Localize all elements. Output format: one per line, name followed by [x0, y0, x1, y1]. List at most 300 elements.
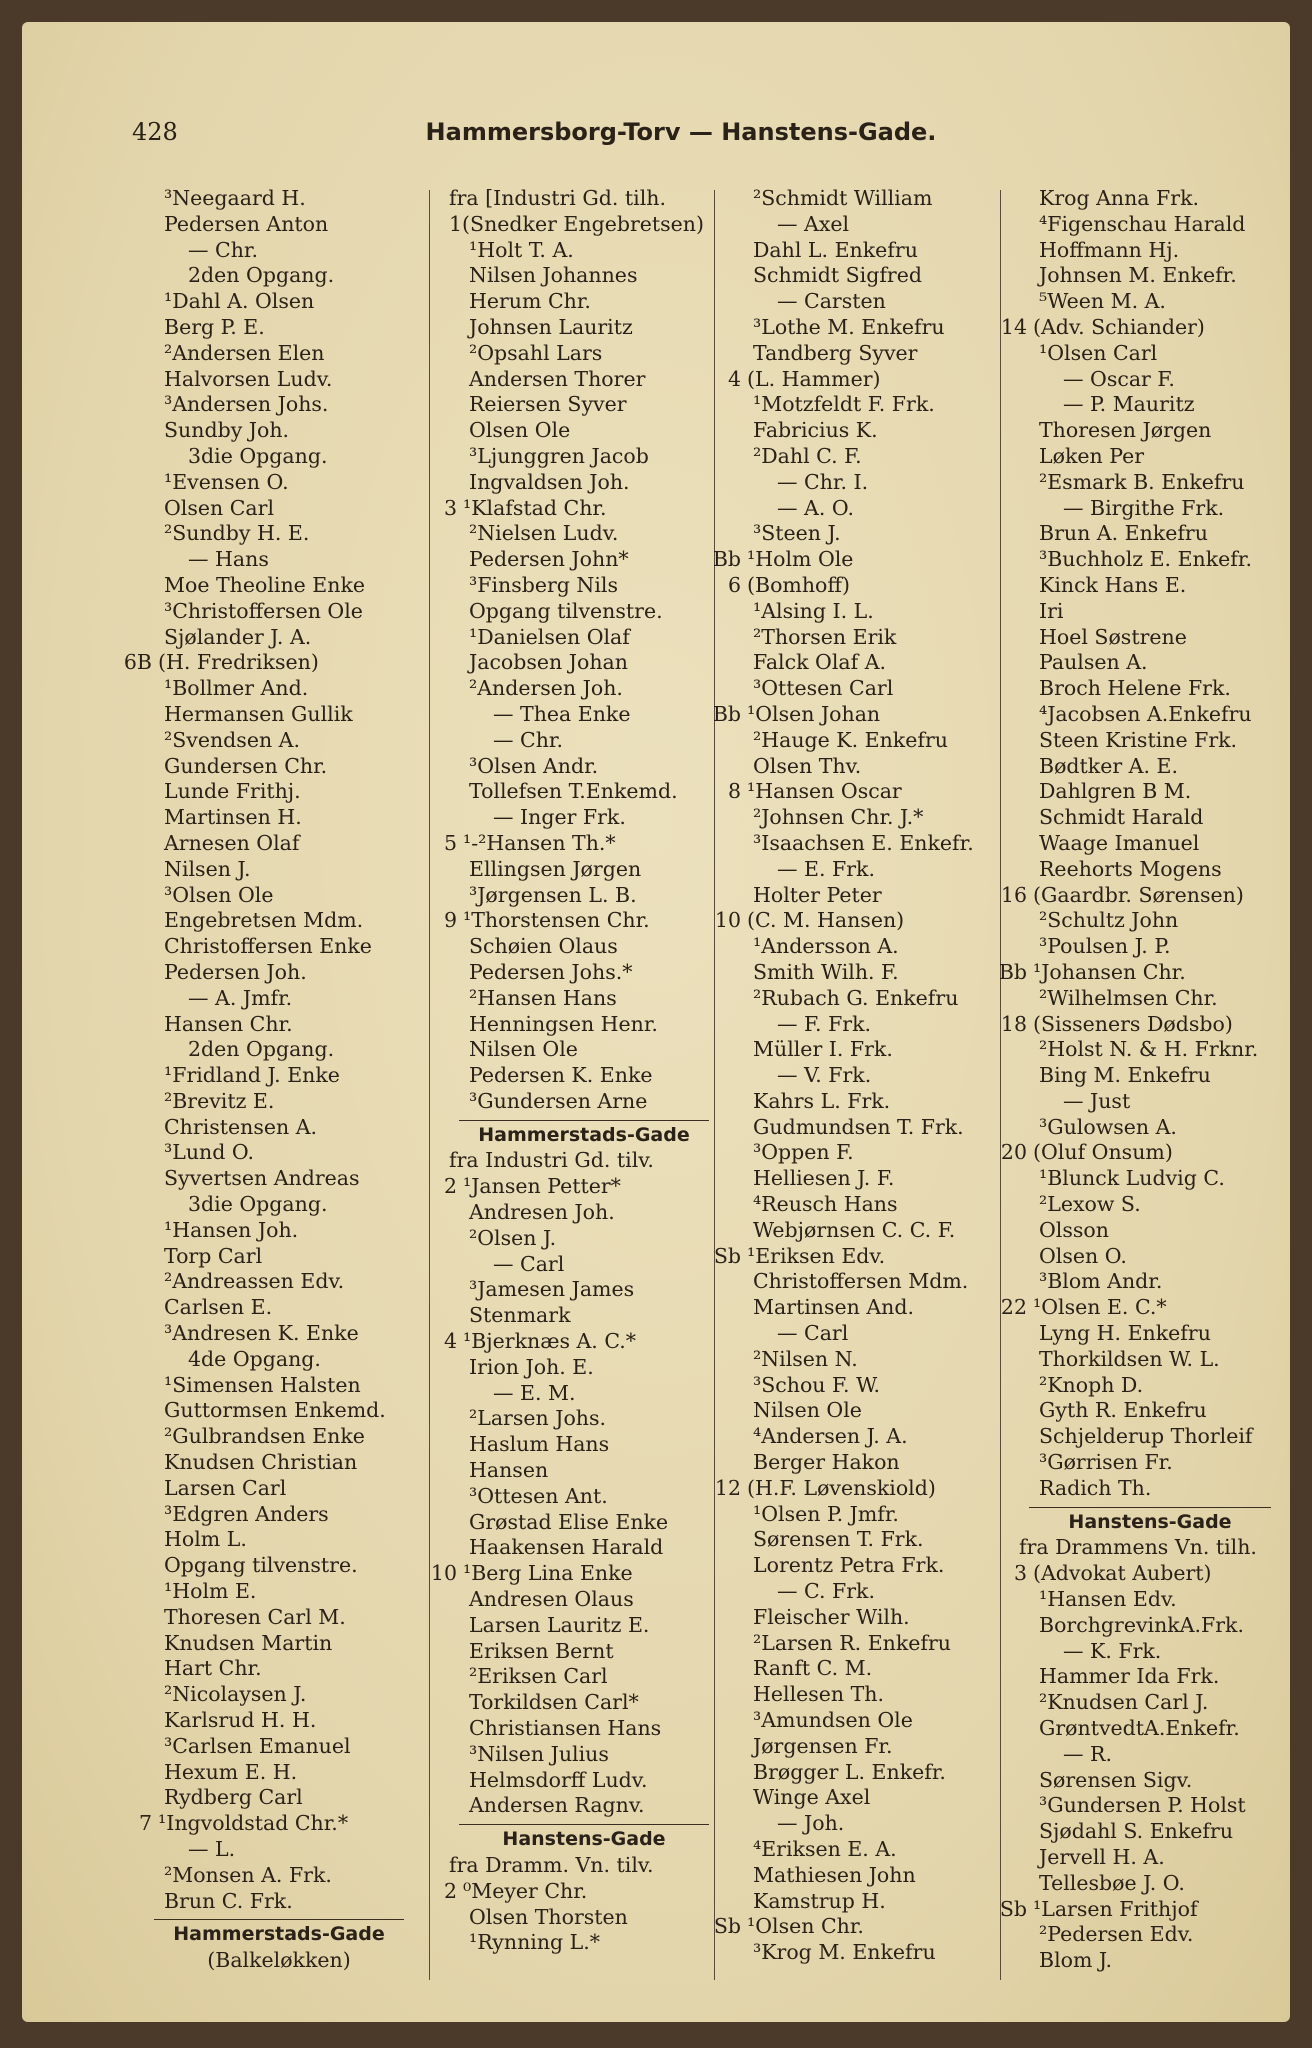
directory-entry	[733, 1398, 1003, 1424]
house-number: 20	[1000, 1140, 1027, 1165]
entry-text: ¹Eriksen Edv.	[747, 1243, 886, 1268]
entry-text: fra Industri Gd. tilv.	[449, 1148, 654, 1173]
directory-entry	[1019, 1450, 1281, 1476]
directory-entry	[144, 805, 414, 831]
directory-entry	[1019, 1347, 1281, 1373]
directory-entry	[733, 1269, 1003, 1295]
entry-text: Nilsen Ole	[753, 1398, 862, 1423]
directory-entry	[733, 1811, 1003, 1837]
entry-text: ²Opsahl Lars	[469, 340, 603, 365]
entry-text: Sørensen T. Frk.	[753, 1527, 924, 1552]
directory-entry	[1019, 857, 1281, 883]
directory-entry	[144, 1218, 414, 1244]
entry-text: Eriksen Bernt	[469, 1638, 614, 1663]
directory-entry	[1019, 728, 1281, 754]
directory-entry	[144, 960, 414, 986]
directory-entry	[1019, 1871, 1281, 1897]
entry-text: Tandberg Syver	[753, 340, 918, 365]
entry-text: Jacobsen Johan	[469, 650, 628, 675]
directory-entry	[144, 1166, 414, 1192]
entry-text: ¹Rynning L.*	[469, 1930, 601, 1955]
directory-entry	[144, 883, 414, 909]
directory-entry	[449, 186, 719, 212]
directory-entry	[430, 1561, 719, 1587]
directory-entry	[1019, 573, 1281, 599]
entry-text: Bing M. Enkefru	[1039, 1063, 1211, 1088]
entry-text: ¹Holm E.	[164, 1579, 257, 1604]
entry-text: Christiansen Hans	[469, 1716, 662, 1741]
entry-text: (Advokat Aubert)	[1033, 1561, 1212, 1586]
entry-text: ¹Olsen E. C.*	[1033, 1295, 1167, 1320]
directory-entry	[1019, 831, 1281, 857]
entry-text: ³Lund O.	[164, 1140, 254, 1165]
entry-text: ²Wilhelmsen Chr.	[1039, 985, 1218, 1010]
entry-text: Andersen Thorer	[469, 366, 646, 391]
entry-text: Olsson	[1039, 1217, 1109, 1242]
directory-entry	[1019, 1793, 1281, 1819]
directory-entry	[733, 676, 1003, 702]
directory-entry	[144, 573, 414, 599]
directory-entry	[144, 1579, 414, 1605]
directory-entry	[1019, 341, 1281, 367]
directory-entry	[1019, 934, 1281, 960]
entry-text: — Axel	[777, 211, 850, 236]
entry-text: Schmidt Sigfred	[753, 263, 922, 288]
directory-entry	[713, 1243, 1003, 1270]
entry-text: Jervell H. A.	[1039, 1845, 1165, 1869]
entry-text: ¹Holt T. A.	[469, 237, 574, 262]
directory-entry	[449, 470, 719, 496]
directory-entry	[1019, 1089, 1281, 1115]
entry-text: Pedersen Johs.*	[469, 959, 633, 984]
directory-entry	[1019, 1948, 1281, 1974]
directory-entry	[144, 1605, 414, 1631]
directory-entry	[443, 1878, 719, 1905]
entry-text: Brun C. Frk.	[164, 1888, 293, 1913]
directory-entry	[144, 367, 414, 393]
directory-entry	[733, 1502, 1003, 1528]
entry-text: ³Isaachsen E. Enkefr.	[753, 830, 974, 855]
entry-text: ²Olsen J.	[469, 1225, 557, 1250]
directory-entry	[1019, 986, 1281, 1012]
directory-entry	[449, 263, 719, 289]
entry-text: ³Gundersen P. Holst	[1039, 1793, 1246, 1818]
directory-entry	[449, 444, 719, 470]
directory-entry	[1019, 289, 1281, 315]
directory-entry	[449, 1148, 719, 1174]
entry-text: ¹Olsen Johan	[747, 701, 881, 726]
directory-column	[998, 186, 1281, 1974]
entry-text: Bødtker A. E.	[1039, 753, 1178, 778]
entry-text: ¹Jansen Petter*	[463, 1174, 621, 1199]
entry-text: Pedersen K. Enke	[469, 1063, 653, 1088]
entry-text: Halvorsen Ludv.	[164, 366, 333, 391]
entry-text: Kamstrup H.	[753, 1888, 886, 1913]
directory-entry	[144, 1063, 414, 1089]
entry-text: Sørensen Sigv.	[1039, 1767, 1193, 1792]
directory-entry	[1000, 314, 1281, 341]
entry-text: Hanstens-Gade	[502, 1828, 666, 1851]
directory-entry	[449, 1381, 719, 1407]
page-number: 428	[132, 118, 178, 146]
entry-text: Pedersen Joh.	[164, 959, 307, 984]
directory-entry	[449, 392, 719, 418]
directory-entry	[449, 1768, 719, 1794]
directory-entry	[449, 1510, 719, 1536]
directory-entry	[1019, 1845, 1281, 1871]
directory-entry	[144, 754, 414, 780]
entry-text: Hart Chr.	[164, 1656, 262, 1681]
entry-text: Helliesen J. F.	[753, 1166, 895, 1191]
house-number: 22	[1000, 1295, 1027, 1320]
entry-text: — Inger Frk.	[493, 805, 626, 830]
directory-entry	[1019, 1742, 1281, 1768]
directory-entry	[138, 1811, 414, 1837]
directory-entry	[733, 1605, 1003, 1631]
directory-entry	[733, 1140, 1003, 1166]
directory-entry	[144, 676, 414, 702]
directory-entry	[449, 1252, 719, 1278]
directory-entry	[733, 263, 1003, 289]
directory-entry	[144, 934, 414, 960]
entry-text: Henningsen Henr.	[469, 1011, 658, 1036]
directory-entry	[733, 625, 1003, 651]
directory-entry	[1019, 1476, 1281, 1502]
entry-text: ¹-²Hansen Th.*	[463, 830, 616, 855]
house-number: Bb	[998, 959, 1027, 984]
entry-text: Gyth R. Enkefru	[1039, 1398, 1207, 1423]
directory-entry	[144, 1140, 414, 1166]
directory-entry	[449, 1355, 719, 1381]
entry-text: Jørgensen Fr.	[753, 1733, 893, 1758]
directory-entry	[449, 1793, 719, 1819]
entry-text: Waage Imanuel	[1039, 830, 1200, 855]
directory-entry	[1019, 1922, 1281, 1948]
directory-entry	[1019, 908, 1281, 934]
directory-entry	[144, 1682, 414, 1708]
directory-entry	[733, 1940, 1003, 1966]
entry-text: Lorentz Petra Frk.	[753, 1553, 945, 1578]
entry-text: Dahl L. Enkefru	[753, 237, 918, 262]
directory-entry	[449, 1742, 719, 1768]
directory-entry	[1019, 186, 1281, 212]
directory-entry	[727, 366, 1003, 393]
directory-entry	[144, 1837, 414, 1863]
entry-text: ²Holst N. & H. Frknr.	[1039, 1037, 1259, 1062]
directory-entry	[1019, 650, 1281, 676]
entry-text: Hammerstads-Gade	[173, 1923, 385, 1946]
directory-entry	[1019, 1768, 1281, 1794]
entry-text: Sjødahl S. Enkefru	[1039, 1819, 1234, 1844]
directory-entry	[144, 1321, 414, 1347]
entry-text: ¹Alsing I. L.	[753, 598, 874, 623]
entry-text: Torkildsen Carl*	[469, 1690, 639, 1715]
directory-entry	[449, 1089, 719, 1115]
directory-entry	[733, 754, 1003, 780]
entry-text: ¹Bjerknæs A. C.*	[463, 1329, 637, 1354]
entry-text: Herum Chr.	[469, 289, 591, 314]
entry-text: ³Schou F. W.	[753, 1372, 881, 1397]
directory-entry	[727, 572, 1003, 599]
entry-text: Hansen	[469, 1458, 549, 1483]
directory-entry	[733, 1656, 1003, 1682]
entry-text: (H. Fredriksen)	[158, 650, 319, 675]
directory-entry	[144, 263, 414, 289]
house-number: 4	[727, 366, 741, 391]
directory-entry	[714, 908, 1003, 934]
entry-text: Reiersen Syver	[469, 392, 627, 417]
directory-entry	[733, 986, 1003, 1012]
directory-entry	[733, 1347, 1003, 1373]
entry-text: ³Steen J.	[753, 521, 841, 546]
entry-text: Brøgger L. Enkefr.	[753, 1759, 946, 1784]
directory-entry	[144, 238, 414, 264]
entry-text: Olsen O.	[1039, 1243, 1127, 1268]
house-number: 3	[1013, 1561, 1027, 1586]
directory-entry	[144, 470, 414, 496]
directory-entry	[449, 676, 719, 702]
directory-entry	[144, 1295, 414, 1321]
directory-entry	[1019, 1166, 1281, 1192]
entry-text: Blom J.	[1039, 1948, 1113, 1973]
entry-text: Webjørnsen C. C. F.	[753, 1217, 956, 1242]
entry-text: Hexum E. H.	[164, 1759, 298, 1784]
entry-text: fra Drammens Vn. tilh.	[1019, 1535, 1257, 1560]
directory-entry	[733, 1089, 1003, 1115]
entry-text: (Balkeløkken)	[207, 1948, 351, 1973]
entry-text: Winge Axel	[753, 1785, 871, 1810]
directory-entry	[449, 754, 719, 780]
entry-text: Sjølander J. A.	[164, 624, 312, 649]
page-title: Hammersborg-Torv — Hanstens-Gade.	[425, 118, 937, 146]
entry-text: Hammerstads-Gade	[478, 1123, 690, 1146]
entry-text: Olsen Thorsten	[469, 1904, 628, 1929]
entry-text: ¹Hansen Edv.	[1039, 1587, 1177, 1612]
directory-entry	[449, 857, 719, 883]
directory-entry	[443, 1174, 719, 1200]
entry-text: Helmsdorff Ludv.	[469, 1767, 648, 1792]
entry-text: ²Svendsen A.	[164, 727, 300, 752]
entry-text: ²Pedersen Edv.	[1039, 1922, 1194, 1947]
entry-text: Brun A. Enkefru	[1039, 521, 1208, 546]
directory-entry	[713, 1914, 1003, 1940]
directory-entry	[144, 1115, 414, 1141]
directory-entry	[144, 418, 414, 444]
directory-entry	[733, 1373, 1003, 1399]
directory-entry	[449, 1690, 719, 1716]
directory-entry	[144, 1863, 414, 1889]
directory-entry	[1019, 212, 1281, 238]
directory-entry	[123, 650, 414, 676]
entry-text: ²Monsen A. Frk.	[164, 1862, 332, 1887]
entry-text: ¹Olsen P. Jmfr.	[753, 1501, 899, 1526]
directory-entry	[449, 779, 719, 805]
entry-text: Ingvaldsen Joh.	[469, 469, 630, 494]
entry-text: ¹Hansen Joh.	[164, 1217, 299, 1242]
entry-text: ⁴Figenschau Harald	[1039, 211, 1246, 236]
directory-entry	[449, 418, 719, 444]
entry-text: — Hans	[188, 547, 269, 572]
house-number: 14	[1000, 314, 1027, 339]
directory-entry	[712, 547, 1003, 573]
entry-text: Steen Kristine Frk.	[1039, 727, 1238, 752]
directory-entry	[733, 1553, 1003, 1579]
entry-text: (C. M. Hansen)	[747, 908, 905, 933]
directory-entry	[144, 1502, 414, 1528]
house-number: 8	[727, 779, 741, 804]
directory-entry	[449, 1535, 719, 1561]
entry-text: Falck Olaf A.	[753, 650, 887, 675]
entry-text: ²Nicolaysen J.	[164, 1682, 307, 1707]
directory-entry	[1019, 521, 1281, 547]
entry-text: Larsen Lauritz E.	[469, 1612, 650, 1637]
entry-text: Radich Th.	[1039, 1475, 1152, 1500]
directory-entry	[714, 1475, 1003, 1502]
entry-text: — C. Frk.	[777, 1579, 875, 1604]
directory-entry	[733, 341, 1003, 367]
directory-entry	[144, 908, 414, 934]
entry-text: ⁴Andersen J. A.	[753, 1424, 908, 1449]
directory-entry	[733, 470, 1003, 496]
entry-text: ¹Motzfeldt F. Frk.	[753, 392, 935, 417]
entry-text: — V. Frk.	[777, 1063, 872, 1088]
directory-entry	[449, 1432, 719, 1458]
directory-entry	[449, 1200, 719, 1226]
entry-text: ³Lothe M. Enkefru	[753, 314, 945, 339]
house-number: 9	[443, 908, 457, 933]
directory-entry	[1019, 1690, 1281, 1716]
directory-entry	[1000, 1011, 1281, 1038]
entry-text: Nilsen Ole	[469, 1037, 578, 1062]
entry-text: ¹Hansen Oscar	[747, 779, 902, 804]
directory-entry	[1019, 1244, 1281, 1270]
entry-text: ¹Johansen Chr.	[1033, 959, 1186, 984]
directory-entry	[449, 883, 719, 909]
directory-entry	[144, 547, 414, 573]
directory-entry	[449, 599, 719, 625]
entry-text: Irion Joh. E.	[469, 1354, 594, 1379]
page-header	[132, 118, 1230, 158]
entry-text: ¹Olsen Chr.	[747, 1914, 864, 1939]
entry-text: ³Buchholz E. Enkefr.	[1039, 547, 1252, 572]
entry-text: Torp Carl	[164, 1243, 263, 1268]
entry-text: — Thea Enke	[493, 701, 631, 726]
directory-entry	[144, 444, 414, 470]
entry-text: BorchgrevinkA.Frk.	[1039, 1612, 1244, 1637]
directory-entry	[733, 1863, 1003, 1889]
entry-text: — Chr. I.	[777, 469, 869, 494]
entry-text: fra [Industri Gd. tilh.	[449, 186, 666, 210]
entry-text: 3die Opgang.	[188, 1192, 328, 1217]
directory-entry	[144, 831, 414, 857]
entry-text: Dahlgren B M.	[1039, 779, 1192, 804]
directory-entry	[1019, 1424, 1281, 1450]
entry-text: Gundersen Chr.	[164, 753, 328, 778]
house-number: 10	[714, 908, 741, 933]
entry-text: Stenmark	[469, 1303, 571, 1328]
entry-text: ³Gulowsen A.	[1039, 1114, 1177, 1139]
entry-text: Andresen Olaus	[469, 1587, 634, 1612]
directory-entry	[733, 1115, 1003, 1141]
directory-entry	[144, 1889, 414, 1915]
directory-entry	[449, 702, 719, 728]
entry-text: ²Nilsen N.	[753, 1346, 858, 1371]
street-heading	[449, 1827, 719, 1853]
directory-entry	[449, 625, 719, 651]
directory-entry	[144, 728, 414, 754]
entry-text: — Joh.	[777, 1811, 845, 1836]
directory-entry	[1019, 1373, 1281, 1399]
directory-entry	[1019, 1218, 1281, 1244]
directory-entry	[1019, 1819, 1281, 1845]
entry-text: — P. Mauritz	[1063, 392, 1195, 417]
entry-text: ³Gundersen Arne	[469, 1088, 648, 1113]
entry-text: Berg P. E.	[164, 314, 265, 339]
entry-text: ²Thorsen Erik	[753, 624, 897, 649]
house-number: 5	[443, 830, 457, 855]
entry-text: — E. M.	[493, 1380, 576, 1405]
entry-text: Reehorts Mogens	[1039, 856, 1222, 881]
entry-text: Carlsen E.	[164, 1295, 273, 1320]
entry-text: Knudsen Martin	[164, 1630, 333, 1655]
entry-text: — E. Frk.	[777, 856, 875, 881]
directory-entry	[144, 186, 414, 212]
directory-column	[123, 186, 414, 1974]
entry-text: ²Johnsen Chr. J.*	[753, 805, 924, 830]
entry-text: Pedersen John*	[469, 547, 629, 572]
entry-text: 2den Opgang.	[188, 263, 335, 288]
entry-text: Knudsen Christian	[164, 1450, 358, 1475]
entry-text: ³Edgren Anders	[164, 1501, 329, 1526]
house-number: 3	[443, 495, 457, 520]
entry-text: Johnsen Lauritz	[469, 314, 633, 339]
directory-entry	[443, 830, 719, 857]
directory-entry	[144, 857, 414, 883]
directory-entry	[1019, 1398, 1281, 1424]
directory-column	[430, 186, 719, 1956]
entry-text: ³Neegaard H.	[164, 186, 306, 210]
directory-entry	[144, 1553, 414, 1579]
directory-entry	[144, 1708, 414, 1734]
directory-entry	[733, 805, 1003, 831]
entry-text: Karlsrud H. H.	[164, 1708, 317, 1733]
entry-text: Müller I. Frk.	[753, 1037, 893, 1062]
entry-text: Olsen Ole	[469, 418, 571, 443]
directory-entry	[449, 960, 719, 986]
directory-entry	[733, 1063, 1003, 1089]
entry-text: Martinsen H.	[164, 805, 302, 830]
directory-entry	[733, 1837, 1003, 1863]
directory-entry	[144, 1424, 414, 1450]
directory-entry	[449, 1458, 719, 1484]
house-number: 6B	[123, 650, 152, 675]
entry-text: ¹Berg Lina Enke	[463, 1561, 633, 1586]
directory-entry	[449, 1664, 719, 1690]
directory-entry	[449, 315, 719, 341]
directory-entry	[1019, 1269, 1281, 1295]
entry-text: ²Andersen Elen	[164, 340, 325, 365]
directory-entry	[144, 496, 414, 522]
entry-text: Fabricius K.	[753, 418, 878, 443]
entry-text: 1(Snedker Engebretsen)	[449, 211, 704, 236]
entry-text: — K. Frk.	[1063, 1638, 1162, 1663]
directory-entry	[449, 573, 719, 599]
entry-text: Iri	[1039, 598, 1064, 623]
entry-text: ³Andersen Johs.	[164, 392, 329, 417]
directory-entry	[1013, 1561, 1281, 1587]
entry-text: Hermansen Gullik	[164, 701, 353, 726]
entry-text: ⁴Eriksen E. A.	[753, 1837, 897, 1861]
